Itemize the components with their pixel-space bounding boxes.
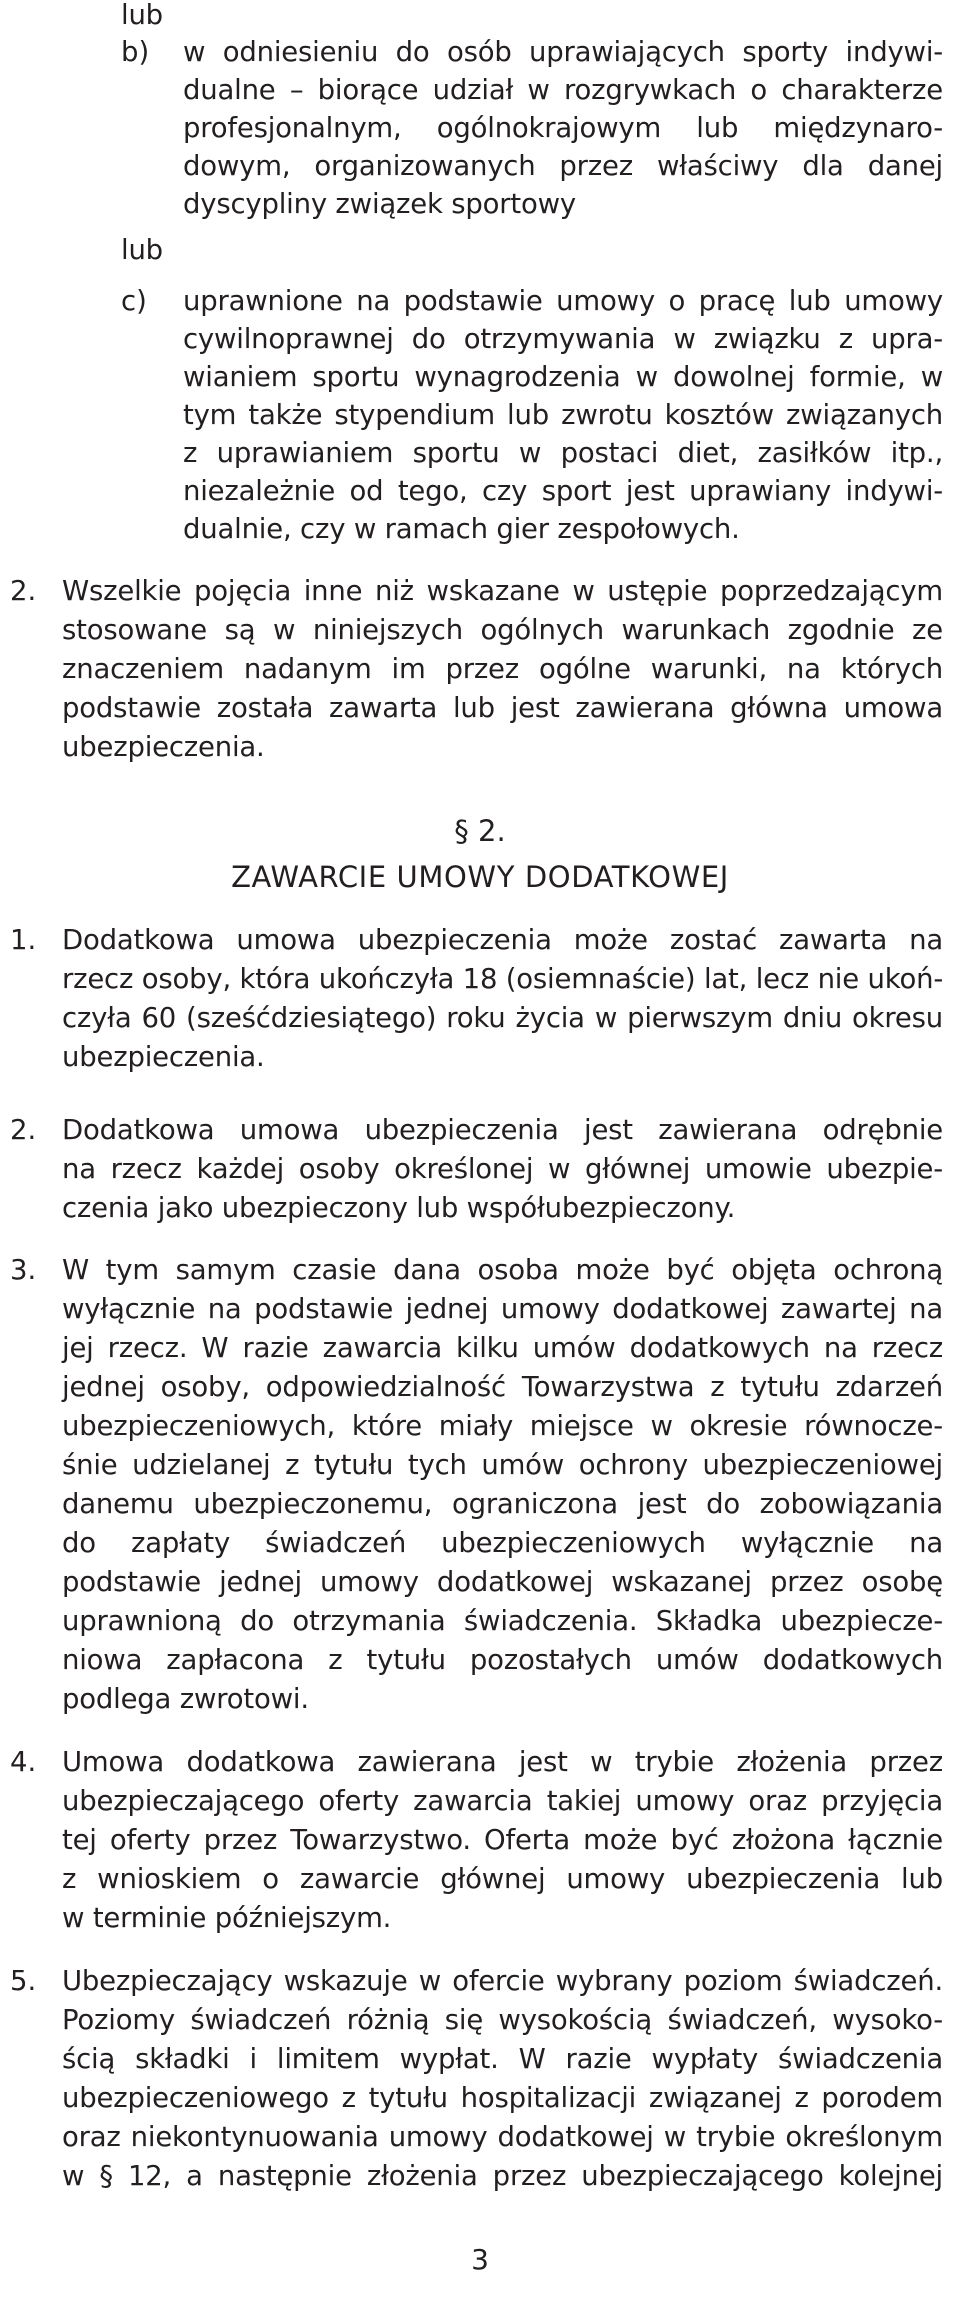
paragraph-line: oraz niekontynuowania umowy dodatkowej w trybie określonym: [62, 2121, 943, 2153]
section-number: § 2.: [454, 814, 506, 848]
paragraph-line: z wnioskiem o zawarcie głównej umowy ubezpieczenia lub: [62, 1863, 943, 1895]
item-b-marker: b): [121, 36, 150, 68]
conjunction-lub: lub: [121, 0, 163, 31]
paragraph-line: śnie udzielanej z tytułu tych umów ochrony ubezpieczeniowej: [62, 1449, 943, 1481]
paragraph-line: Ubezpieczający wskazuje w ofercie wybrany poziom świadczeń.: [62, 1965, 943, 1997]
item-b-line: dualne – biorące udział w rozgrywkach o charakterze: [183, 74, 943, 106]
paragraph-line: tej oferty przez Towarzystwo. Oferta może być złożona łącznie: [62, 1824, 943, 1856]
point-number: 1.: [10, 924, 37, 956]
paragraph-line: wyłącznie na podstawie jednej umowy dodatkowej zawartej na: [62, 1293, 943, 1325]
paragraph-line: ubezpieczeniowych, które miały miejsce w okresie równocze-: [62, 1410, 943, 1442]
paragraph-line: jednej osoby, odpowiedzialność Towarzystwa z tytułu zdarzeń: [62, 1371, 943, 1403]
paragraph-line: W tym samym czasie dana osoba może być objęta ochroną: [62, 1254, 943, 1286]
item-c-line: dualnie, czy w ramach gier zespołowych.: [183, 513, 740, 545]
item-c-line: tym także stypendium lub zwrotu kosztów związanych: [183, 399, 943, 431]
paragraph-line: ubezpieczenia.: [62, 731, 265, 763]
section-title: ZAWARCIE UMOWY DODATKOWEJ: [231, 860, 729, 894]
point-number: 2.: [10, 575, 37, 607]
paragraph-line: uprawnioną do otrzymania świadczenia. Składka ubezpiecze-: [62, 1605, 943, 1637]
paragraph-line: Umowa dodatkowa zawierana jest w trybie złożenia przez: [62, 1746, 943, 1778]
item-b-line: dyscypliny związek sportowy: [183, 188, 576, 220]
paragraph-line: niowa zapłacona z tytułu pozostałych umów dodatkowych: [62, 1644, 943, 1676]
paragraph-line: czenia jako ubezpieczony lub współubezpieczony.: [62, 1192, 736, 1224]
point-number: 2.: [10, 1114, 37, 1146]
paragraph-line: ubezpieczenia.: [62, 1041, 265, 1073]
paragraph-line: stosowane są w niniejszych ogólnych warunkach zgodnie ze: [62, 614, 943, 646]
paragraph-line: ubezpieczeniowego z tytułu hospitalizacji związanej z porodem: [62, 2082, 943, 2114]
paragraph-line: rzecz osoby, która ukończyła 18 (osiemnaście) lat, lecz nie ukoń-: [62, 963, 944, 995]
item-b-line: profesjonalnym, ogólnokrajowym lub międzynaro-: [183, 112, 943, 144]
paragraph-line: w § 12, a następnie złożenia przez ubezpieczającego kolejnej: [62, 2160, 943, 2192]
point-number: 5.: [10, 1965, 37, 1997]
paragraph-line: podlega zwrotowi.: [62, 1683, 309, 1715]
paragraph-line: czyła 60 (sześćdziesiątego) roku życia w pierwszym dniu okresu: [62, 1002, 943, 1034]
item-c-marker: c): [121, 285, 147, 317]
paragraph-line: danemu ubezpieczonemu, ograniczona jest do zobowiązania: [62, 1488, 943, 1520]
item-c-line: z uprawianiem sportu w postaci diet, zasiłków itp.,: [183, 437, 943, 469]
paragraph-line: Wszelkie pojęcia inne niż wskazane w ustępie poprzedzającym: [62, 575, 943, 607]
point-number: 4.: [10, 1746, 37, 1778]
paragraph-line: podstawie została zawarta lub jest zawierana główna umowa: [62, 692, 943, 724]
item-c-line: cywilnoprawnej do otrzymywania w związku z upra-: [183, 323, 943, 355]
paragraph-line: jej rzecz. W razie zawarcia kilku umów dodatkowych na rzecz: [62, 1332, 943, 1364]
paragraph-line: do zapłaty świadczeń ubezpieczeniowych wyłącznie na: [62, 1527, 943, 1559]
page-number: 3: [471, 2243, 489, 2276]
paragraph-line: Poziomy świadczeń różnią się wysokością świadczeń, wysoko-: [62, 2004, 943, 2036]
paragraph-line: znaczeniem nadanym im przez ogólne warunki, na których: [62, 653, 943, 685]
paragraph-line: ścią składki i limitem wypłat. W razie wypłaty świadczenia: [62, 2043, 943, 2075]
paragraph-line: Dodatkowa umowa ubezpieczenia jest zawierana odrębnie: [62, 1114, 943, 1146]
paragraph-line: na rzecz każdej osoby określonej w głównej umowie ubezpie-: [62, 1153, 943, 1185]
item-b-line: dowym, organizowanych przez właściwy dla danej: [183, 150, 943, 182]
item-b-line: w odniesieniu do osób uprawiających sporty indywi-: [183, 36, 943, 68]
item-c-line: uprawnione na podstawie umowy o pracę lub umowy: [183, 285, 943, 317]
item-c-line: niezależnie od tego, czy sport jest uprawiany indywi-: [183, 475, 943, 507]
paragraph-line: Dodatkowa umowa ubezpieczenia może zostać zawarta na: [62, 924, 943, 956]
point-number: 3.: [10, 1254, 37, 1286]
conjunction-lub: lub: [121, 234, 163, 266]
paragraph-line: podstawie jednej umowy dodatkowej wskazanej przez osobę: [62, 1566, 943, 1598]
paragraph-line: ubezpieczającego oferty zawarcia takiej umowy oraz przyjęcia: [62, 1785, 943, 1817]
paragraph-line: w terminie późniejszym.: [62, 1902, 392, 1934]
item-c-line: wianiem sportu wynagrodzenia w dowolnej formie, w: [183, 361, 943, 393]
